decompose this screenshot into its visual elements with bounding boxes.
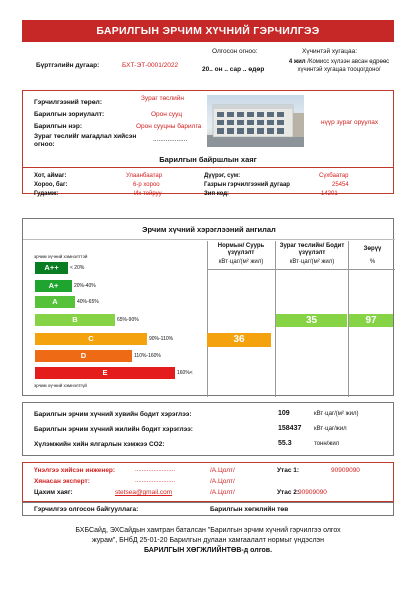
date-label: Зураг төслийг магадлал хийсэн огноо: <box>34 133 137 148</box>
col-design-title: Зураг төслийн/ Бодит үзүүлэлт <box>279 243 345 256</box>
land-value: 25454 <box>332 182 349 188</box>
grid-line <box>207 241 208 397</box>
phone1-label: Утас 1: <box>277 467 300 474</box>
building-photo <box>207 95 304 147</box>
energy-class-range: 65%-90% <box>117 317 139 323</box>
certificate-title: БАРИЛГЫН ЭРЧИМ ХҮЧНИЙ ГЭРЧИЛГЭЭ <box>22 20 394 42</box>
validity-label: Хүчинтэй хугацаа: <box>302 48 358 55</box>
specific-value: 109 <box>278 410 290 417</box>
energy-class-range: 40%-65% <box>77 299 99 305</box>
footer-line-1: БХБСайд, ЭХСайдын хамтран баталсан "Барилгын эрчим хүчний гэрчилгээ олгох <box>75 527 341 534</box>
issuer-value: Барилгын хөгжлийн төв <box>210 506 289 513</box>
col-normal-unit: кВт·цаг/(м² жил) <box>218 259 264 265</box>
khoroo-label: Хороо, баг: <box>34 182 68 188</box>
header-section <box>22 46 394 90</box>
annual-value: 158437 <box>278 425 302 432</box>
email-sign: /А.Цолт/ <box>210 489 235 496</box>
date-value: ................... <box>153 136 188 143</box>
energy-heading: Эрчим хүчний хэрэглээний ангилал <box>142 225 276 234</box>
street-value: Их тойруу <box>134 191 162 197</box>
reg-value: БХТ-ЭТ-0001/2022 <box>122 62 179 69</box>
efficient-label: эрчим хүчний хэмнэлттэй <box>34 254 88 259</box>
col-diff-title: Зөрүү <box>363 246 382 252</box>
energy-class-bar: A+ <box>35 280 72 292</box>
expert-sign: /А.Цолт/ <box>210 478 235 485</box>
specific-label: Барилгын эрчим хүчний хувийн бодит хэрэглээ: <box>34 411 192 418</box>
validity-note: /Комисс хүлээн авсан өдрөөс хүчинтэй хугацаа тооцогдоно/ <box>297 59 390 73</box>
footer-note <box>22 526 394 556</box>
normal-value-cell: 36 <box>207 333 271 347</box>
type-value: Зураг төслийн <box>141 95 184 102</box>
zip-value: 14201 <box>321 191 338 197</box>
energy-class-range: 110%-160% <box>134 353 161 359</box>
district-label: Дүүрэг, сум: <box>204 173 241 179</box>
city-label: Хот, аймаг: <box>34 173 67 179</box>
engineer-label: Үнэлгээ хийсэн инженер: <box>34 467 116 474</box>
energy-class-bar: A <box>35 296 75 308</box>
energy-class-range: 90%-110% <box>149 336 174 342</box>
footer-line-3: БАРИЛГЫН ХӨГЖЛИЙНТӨВ-д олгов. <box>143 547 273 554</box>
phone1-value: 90909090 <box>331 467 360 474</box>
col-diff-unit: % <box>369 259 376 265</box>
col-design-unit: кВт·цаг/(м² жил) <box>289 259 335 265</box>
khoroo-value: 6-р хороо <box>133 182 160 188</box>
type-label: Гэрчилгээний төрөл: <box>34 99 102 106</box>
purpose-value: Орон сууц <box>151 111 183 118</box>
issuer-label: Гэрчилгээ олгосон байгууллага: <box>34 506 139 513</box>
photo-caption: нүүр зураг оруулах <box>321 119 379 126</box>
annual-label: Барилгын эрчим хүчний жилийн бодит хэрэглээ: <box>34 426 193 433</box>
phone2-label: Утас 2: <box>277 489 300 496</box>
engineer-sign: /А.Цолт/ <box>210 467 235 474</box>
city-value: Улаанбаатар <box>126 173 163 179</box>
issued-label: Олгосон огноо: <box>212 48 258 55</box>
energy-class-range: 20%-40% <box>74 283 96 289</box>
name-label: Барилгын нэр: <box>34 123 83 130</box>
address-heading: Барилгын байршлын хаяг <box>159 155 257 164</box>
land-label: Газрын гэрчилгээний дугаар <box>204 182 290 188</box>
purpose-label: Барилгын зориулалт: <box>34 111 105 118</box>
co2-unit: тонн/жил <box>314 441 340 447</box>
phone2-value: 90909090 <box>298 489 327 496</box>
address-divider <box>23 167 393 168</box>
energy-heading-divider <box>23 239 395 240</box>
expert-label: Хянасан эксперт: <box>34 478 90 485</box>
specific-unit: кВт·цаг/(м² жил) <box>314 411 359 417</box>
energy-class-bar: E <box>35 367 175 379</box>
summary-section <box>22 402 394 456</box>
annual-unit: кВт·цаг/жил <box>314 426 347 432</box>
engineer-dots: ........................ <box>135 467 176 473</box>
reg-label: Бүртгэлийн дугаар: <box>36 62 100 69</box>
energy-class-bar: B <box>35 314 115 326</box>
energy-class-bar: C <box>35 333 147 345</box>
district-value: Сүхбаатар <box>319 173 349 179</box>
inefficient-label: эрчим хүчний хэмнэлтгүй <box>34 383 87 388</box>
energy-class-range: 160%< <box>177 370 193 376</box>
validity-value <box>280 58 398 74</box>
co2-value: 55.3 <box>278 440 292 447</box>
issued-value: 20.. он .. сар .. өдөр <box>202 66 265 73</box>
contacts-section <box>22 462 394 502</box>
diff-value-cell: 97 <box>349 314 393 327</box>
issuer-section <box>22 502 394 516</box>
zip-label: Зип код: <box>204 191 230 197</box>
design-value-cell: 35 <box>276 314 347 327</box>
energy-class-bar: D <box>35 350 132 362</box>
street-label: Гудамж: <box>34 191 59 197</box>
email-link[interactable]: stetsea@gmail.com <box>115 489 173 496</box>
energy-class-bar: A++ <box>35 262 68 274</box>
grid-line <box>207 269 395 270</box>
expert-dots: ........................ <box>135 478 176 484</box>
validity-years: 4 жил <box>288 59 306 65</box>
co2-label: Хүлэмжийн хийн ялгарлын хэмжээ CO2: <box>34 441 165 448</box>
energy-class-range: < 20% <box>70 265 85 271</box>
email-label: Цахим хаяг: <box>34 489 73 496</box>
footer-line-2: журам", БНбД 25-01-20 Барилгын дулаан хамгаалалт нормыг үндэслэн <box>92 537 324 544</box>
name-value: Орон сууцны барилга <box>136 123 202 130</box>
col-normal-title: Нормын/ Суурь үзүүлэлт <box>217 243 265 256</box>
